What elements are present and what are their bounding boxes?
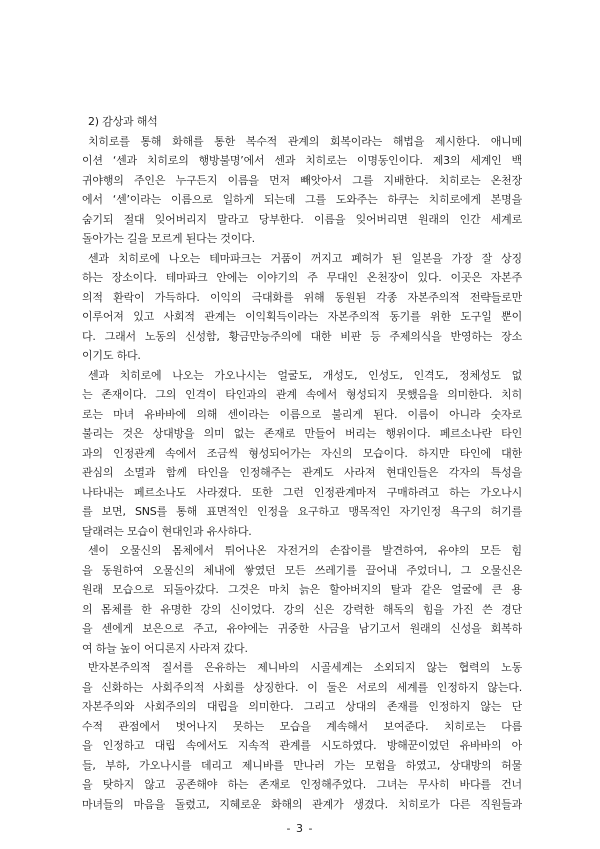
paragraph xyxy=(82,541,522,658)
text-line: 관심의 소멸과 함께 타인을 인정해주는 관계도 사라져 현대인들은 각자의 특성을 xyxy=(82,466,522,479)
text-line: 귀야행의 주인은 누구든지 이름을 먼저 빼앗아서 그를 지배한다. 치히로는 온천장 xyxy=(82,173,522,187)
text-line: 이기도 하다. xyxy=(82,349,141,362)
text-line: 마녀들의 마음을 돌렸고, 지혜로운 화해의 관계가 생겼다. 치히로가 다른 직원들과 xyxy=(82,797,522,811)
text-line: 수적 관점에서 벗어나지 못하는 모습을 계속해서 보여준다. 치히로는 다름 xyxy=(82,719,522,733)
text-line: 센과 치히로에 나오는 가오나시는 얼굴도, 개성도, 인성도, 인격도, 정체성도 없 xyxy=(88,368,522,382)
paragraph xyxy=(82,132,522,249)
text-line: 센과 치히로에 나오는 테마파크는 거품이 꺼지고 폐허가 된 일본을 가장 잘 상징 xyxy=(88,251,522,265)
text-line: 의 몸체를 한 유명한 강의 신이었다. 강의 신은 강력한 해독의 힘을 가진 쓴 경단 xyxy=(82,602,522,616)
text-line: 을 센에게 보은으로 주고, 유야에는 귀중한 사금을 남기고서 원래의 신성을 회복하 xyxy=(82,622,522,635)
text-line: 달래려는 모습이 현대인과 유사하다. xyxy=(82,524,252,538)
text-line: 로는 마녀 유바바에 의해 센이라는 이름으로 불리게 된다. 이름이 아니라 숫자로 xyxy=(82,407,522,421)
text-line: 반자본주의적 질서를 은유하는 제니바의 시골세계는 소외되지 않는 협력의 노동 xyxy=(88,661,522,674)
text-line: 을 신화하는 사회주의적 사회를 상징한다. 이 둘은 서로의 세계를 인정하지 않는다. xyxy=(82,680,522,694)
text-line: 과의 인정관계 속에서 조금씩 형성되어가는 자신의 모습이다. 하지만 타인에 대한 xyxy=(82,446,522,460)
text-line: 을 탓하지 않고 공존해야 하는 존재로 인정해주었다. 그녀는 무사히 바다를 건너 xyxy=(82,778,522,791)
text-line: 자본주의와 사회주의의 대립을 의미한다. 그리고 상대의 존재를 인정하지 않는 단 xyxy=(82,700,522,713)
text-line: 치히로를 통해 화해를 통한 복수적 관계의 회복이라는 해법을 제시한다. 애니메 xyxy=(88,134,522,148)
text-line: 에서 ‘센’이라는 이름으로 일하게 되는데 그를 도와주는 하쿠는 치히로에게 본명을 xyxy=(82,193,522,206)
text-line: 을 동원하여 오물신의 체내에 쌓였던 모든 쓰레기를 끌어내 주었더니, 그 오물신은 xyxy=(82,563,522,577)
text-line: 을 인정하고 대립 속에서도 지속적 관계를 시도하였다. 방해꾼이었던 유바바의 아 xyxy=(82,739,522,752)
text-line: 다. 그래서 노동의 신성함, 황금만능주의에 대한 비판 등 주제의식을 반영하는 장소 xyxy=(82,329,522,343)
text-line: 의적 환락이 가득하다. 이익의 극대화를 위해 동원된 각종 자본주의적 전략들로만 xyxy=(82,290,522,304)
text-line: 불리는 것은 상대방을 의미 없는 존재로 만들어 버리는 행위이다. 페르소나란 타인 xyxy=(82,427,522,440)
text-line: 숨기되 절대 잊어버리지 말라고 당부한다. 이름을 잊어버리면 원래의 인간 세계로 xyxy=(82,212,522,226)
text-line: 나타내는 페르소나도 사라졌다. 또한 그런 인정관계마저 구매하려고 하는 가오나시 xyxy=(82,485,522,499)
section-heading: 2) 감상과 해석 xyxy=(88,115,158,128)
paragraph xyxy=(82,249,522,366)
text-line: 는 존재이다. 그의 인격이 타인과의 관계 속에서 형성되지 못했음을 의미한다. 치히 xyxy=(82,388,522,401)
text-line: 여 하늘 높이 어디론지 사라져 갔다. xyxy=(82,641,248,655)
text-line: 원래 모습으로 되돌아갔다. 그것은 마치 늙은 할아버지의 탈과 같은 얼굴에 큰 용 xyxy=(82,583,522,596)
text-line: 이루어져 있고 사회적 관계는 이익획득이라는 자본주의적 동기를 위한 도구일 뿐이 xyxy=(82,310,522,323)
text-line: 돌아가는 길을 모르게 된다는 것이다. xyxy=(82,232,255,245)
text-line: 이션 ‘센과 치히로의 행방불명’에서 센과 치히로는 이명동인이다. 제3의 세계인 백 xyxy=(82,154,522,167)
document-body xyxy=(82,112,522,814)
text-line: 센이 오물신의 몸체에서 튀어나온 자전거의 손잡이를 발견하여, 유야의 모든 힘 xyxy=(88,544,522,557)
text-line: 를 보면, SNS를 통해 표면적인 인정을 요구하고 맹목적인 자기인정 욕구의 허기를 xyxy=(82,505,522,518)
text-line: 하는 장소이다. 테마파크 안에는 이야기의 주 무대인 온천장이 있다. 이곳은 자본주 xyxy=(82,271,522,284)
paragraph xyxy=(82,658,522,814)
text-line: 들, 부하, 가오나시를 데리고 제니바를 만나러 가는 모험을 하였고, 상대방의 허물 xyxy=(82,758,522,772)
paragraph xyxy=(82,366,522,542)
page-number: - 3 - xyxy=(286,822,314,835)
